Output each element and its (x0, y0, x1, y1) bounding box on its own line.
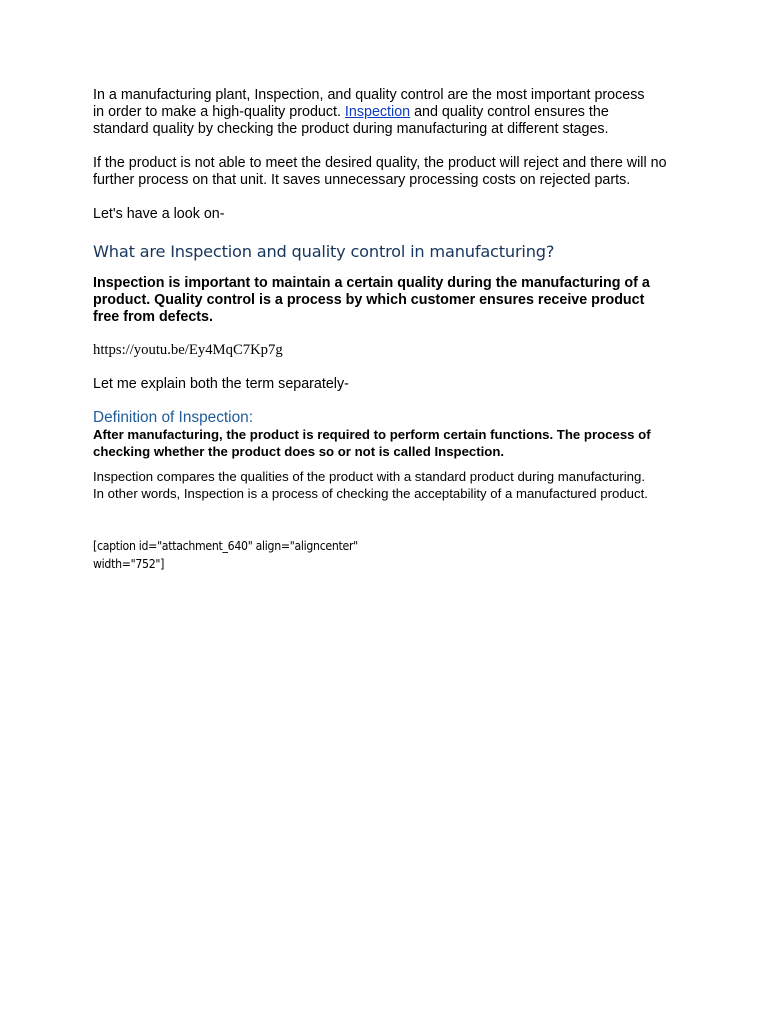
video-url-text: https://youtu.be/Ey4MqC7Kp7g (93, 342, 283, 358)
main-heading: What are Inspection and quality control in manufacturing? (93, 242, 555, 261)
bold-summary-paragraph: Inspection is important to maintain a certain quality during the manufacturing of a product. Quality control is a process by which customer ensures receive product free from defects. (93, 275, 650, 325)
reject-paragraph: If the product is not able to meet the desired quality, the product will reject and there will no further process on that unit. It saves unnecessary processing costs on rejected parts. (93, 155, 667, 188)
intro-paragraph (93, 87, 653, 138)
definition-bold-paragraph: After manufacturing, the product is required to perform certain functions. The process of checking whether the product does so or not is called Inspection. (93, 427, 651, 459)
definition-paragraph: Inspection compares the qualities of the product with a standard product during manufacturing. In other words, Inspection is a process of checking the acceptability of a manufactured product. (93, 469, 648, 501)
look-on-paragraph: Let's have a look on- (93, 206, 225, 222)
intro-text-after-link: and quality control ensures the standard quality by checking the product during manufacturing at different stages. (93, 104, 609, 137)
inspection-link[interactable]: Inspection (344, 104, 411, 120)
explain-paragraph: Let me explain both the term separately- (93, 376, 349, 392)
document-body (93, 87, 683, 574)
intro-text-before-link: In a manufacturing plant, Inspection, and quality control are the most important process in order to make a high-quality product. (93, 87, 645, 120)
definition-heading: Definition of Inspection: (93, 409, 253, 426)
caption-shortcode: [caption id="attachment_640" align="aligncenter" width="752"] (93, 538, 358, 572)
